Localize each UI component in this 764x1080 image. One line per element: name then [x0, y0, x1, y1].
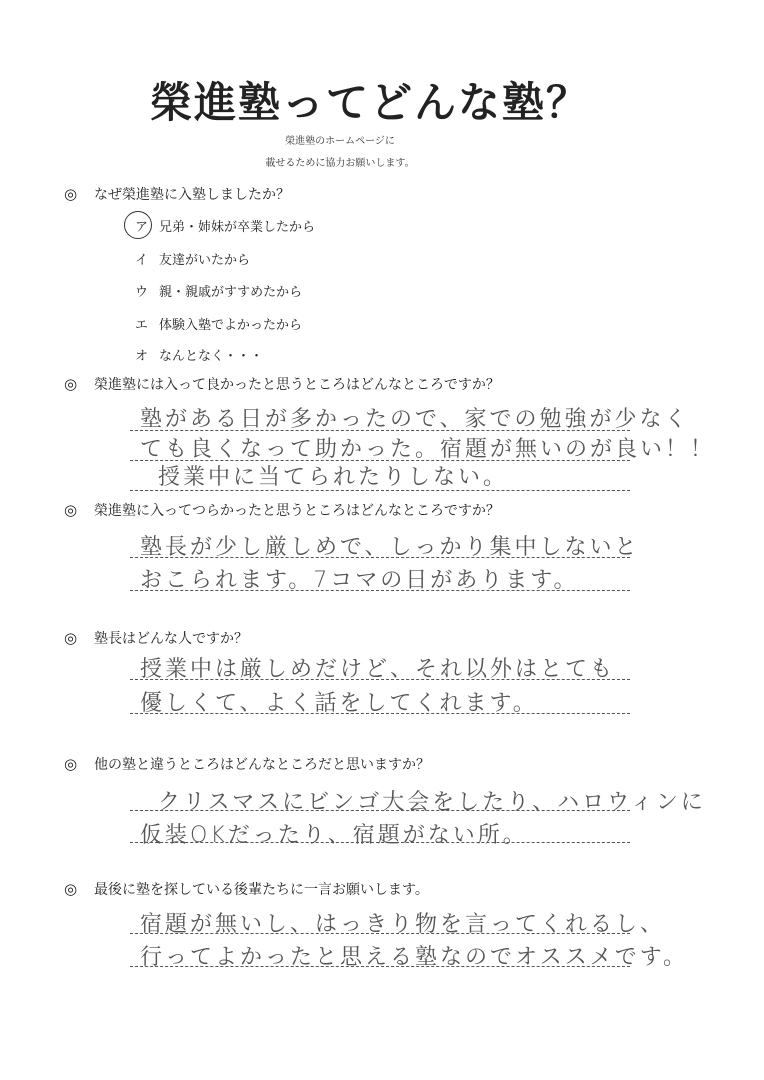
answer-6-line-1: 宿題が無いし、はっきり物を言ってくれるし、	[140, 912, 666, 937]
answer-line	[130, 713, 630, 714]
option-text: 親・親戚がすすめたから	[159, 285, 303, 300]
double-circle-icon: ◎	[64, 880, 78, 898]
question-1-text: なぜ榮進塾に入塾しましたか？	[94, 187, 290, 203]
question-3	[64, 500, 500, 520]
answer-2-line-3: 授業中に当てられたりしない。	[158, 465, 509, 490]
option-i	[135, 249, 250, 268]
subtitle-line-2: 載せるために協力お願いします。	[265, 158, 415, 169]
question-2	[64, 374, 500, 394]
answer-line	[130, 490, 630, 491]
double-circle-icon: ◎	[64, 375, 78, 393]
double-circle-icon: ◎	[64, 755, 78, 773]
option-e	[135, 314, 302, 333]
answer-line	[130, 430, 630, 431]
option-letter: エ	[135, 318, 149, 333]
answer-line	[130, 933, 630, 934]
answer-5-line-2: 仮装OKだったり、宿題がない所。	[140, 823, 528, 848]
answer-line	[130, 557, 630, 558]
page-title: 榮進塾ってどんな塾？	[150, 78, 591, 127]
answer-line	[130, 590, 630, 591]
question-5	[64, 754, 430, 774]
double-circle-icon: ◎	[64, 629, 78, 647]
option-letter: ウ	[135, 285, 149, 300]
option-text: 体験入塾でよかったから	[159, 318, 303, 333]
question-5-text: 他の塾と違うところはどんなところだと思いますか？	[94, 757, 430, 773]
question-1	[64, 184, 290, 204]
answer-2-line-1: 塾がある日が多かったので、家での勉強が少なく	[140, 407, 690, 432]
option-text: なんとなく・・・	[159, 349, 264, 364]
double-circle-icon: ◎	[64, 185, 78, 203]
option-u	[135, 281, 302, 300]
question-6-text: 最後に塾を探している後輩たちに一言お願いします。	[94, 882, 429, 898]
question-4-text: 塾長はどんな人ですか？	[94, 631, 248, 647]
answer-line	[130, 810, 630, 811]
subtitle-line-1: 榮進塾のホームページに	[285, 136, 395, 147]
question-3-text: 榮進塾に入ってつらかったと思うところはどんなところですか？	[94, 503, 500, 519]
option-o	[135, 345, 263, 364]
answer-2-line-2: ても良くなって助かった。宿題が無いのが良い！！	[140, 437, 716, 462]
answer-5-line-1: クリスマスにビンゴ大会をしたり、ハロウィンに	[158, 790, 706, 815]
option-a	[135, 216, 315, 235]
answer-line	[130, 679, 630, 680]
option-text: 友達がいたから	[159, 253, 251, 268]
answer-4-line-2: 優しくて、よく話をしてくれます。	[140, 691, 538, 716]
answer-6-line-2: 行ってよかったと思える塾なのでオススメです。	[140, 945, 689, 970]
option-letter: オ	[135, 349, 149, 364]
option-text: 兄弟・姉妹が卒業したから	[159, 220, 316, 235]
option-letter: ア	[135, 220, 149, 235]
option-letter: イ	[135, 253, 149, 268]
question-4	[64, 628, 248, 648]
question-6	[64, 879, 429, 899]
answer-line	[130, 842, 630, 843]
double-circle-icon: ◎	[64, 501, 78, 519]
question-2-text: 榮進塾には入って良かったと思うところはどんなところですか？	[94, 377, 500, 393]
answer-4-line-1: 授業中は厳しめだけど、それ以外はとても	[140, 657, 616, 682]
answer-line	[130, 966, 630, 967]
answer-3-line-1: 塾長が少し厳しめで、しっかり集中しないと	[140, 535, 640, 560]
answer-3-line-2: おこられます。7コマの日があります。	[140, 568, 579, 593]
